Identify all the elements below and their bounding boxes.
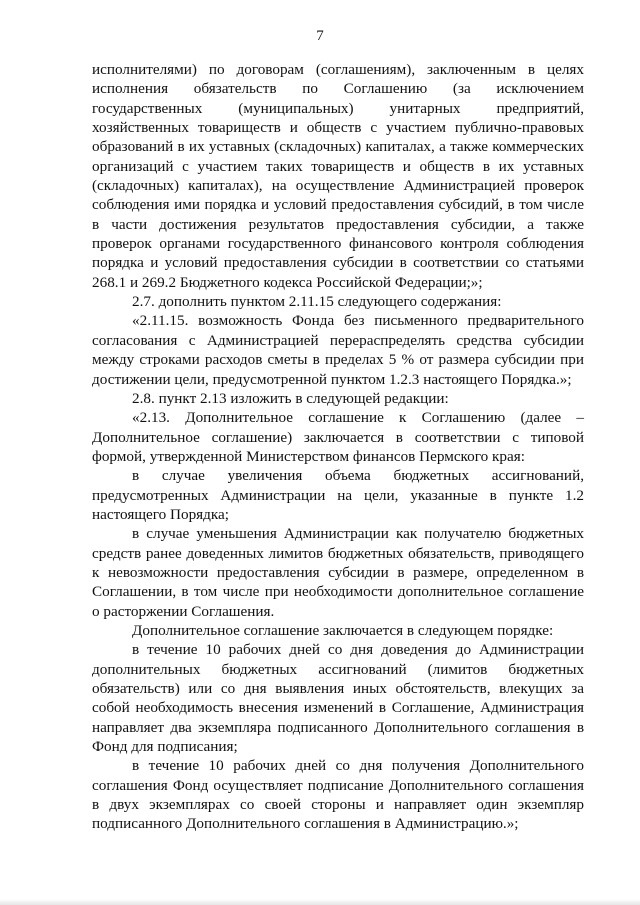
paragraph-case-decrease: в случае уменьшения Администрации как получателю бюджетных средств ранее доведенных лимитов бюджетных обязательств, приводящего к невозможности предоставления субсидии в размере, определенном в Соглашении, в том числе при необходимости дополнительное соглашение о расторжении Соглашения. — [92, 525, 584, 620]
document-body — [92, 60, 584, 834]
page-number: 7 — [316, 28, 324, 44]
paragraph-2-11-15: «2.11.15. возможность Фонда без письменного предварительного согласования с Администрацией перераспределять средства субсидии между строками расходов сметы в пределах 5 % от размера субсидии при достижении цели, предусмотренной пунктом 1.2.3 настоящего Порядка.»; — [92, 312, 584, 388]
paragraph-2-13: «2.13. Дополнительное соглашение к Соглашению (далее – Дополнительное соглашение) заключается в соответствии с типовой формой, утвержденной Министерством финансов Пермского края: — [92, 409, 584, 465]
paragraph-step-administration: в течение 10 рабочих дней со дня доведения до Администрации дополнительных бюджетных ассигнований (лимитов бюджетных обязательств) или со дня выявления иных обстоятельств, влекущих за собой необходимость внесения изменений в Соглашение, Администрация направляет два экземпляра подписанного Дополнительного соглашения в Фонд для подписания; — [92, 641, 584, 756]
paragraph-step-fund: в течение 10 рабочих дней со дня получения Дополнительного соглашения Фонд осуществляет подписание Дополнительного соглашения в двух экземплярах со своей стороны и направляет один экземпляр подписанного Дополнительного соглашения в Администрацию.»; — [92, 757, 584, 833]
paragraph-procedure: Дополнительное соглашение заключается в следующем порядке: — [132, 621, 554, 639]
paragraph-2-8: 2.8. пункт 2.13 изложить в следующей редакции: — [132, 389, 449, 407]
paragraph-case-increase: в случае увеличения объема бюджетных ассигнований, предусмотренных Администрации на цели, указанные в пункте 1.2 настоящего Порядка; — [92, 467, 584, 523]
paragraph-continuation: исполнителями) по договорам (соглашениям), заключенным в целях исполнения обязательств по Соглашению (за исключением государственных (муниципальных) унитарных предприятий, хозяйственных товариществ и обществ с участием публично-правовых образований в их уставных (складочных) капиталах, а также коммерческих организаций с участием таких товариществ и обществ в их уставных (складочных) капиталах), на осуществление Администрацией проверок соблюдения ими порядка и условий предоставления субсидий, в том числе в части достижения результатов предоставления субсидии, а также проверок органами государственного финансового контроля соблюдения порядка и условий предоставления субсидии в соответствии со статьями 268.1 и 269.2 Бюджетного кодекса Российской Федерации;»; — [92, 61, 584, 291]
scan-edge — [0, 899, 640, 905]
paragraph-2-7: 2.7. дополнить пунктом 2.11.15 следующего содержания: — [132, 293, 502, 311]
